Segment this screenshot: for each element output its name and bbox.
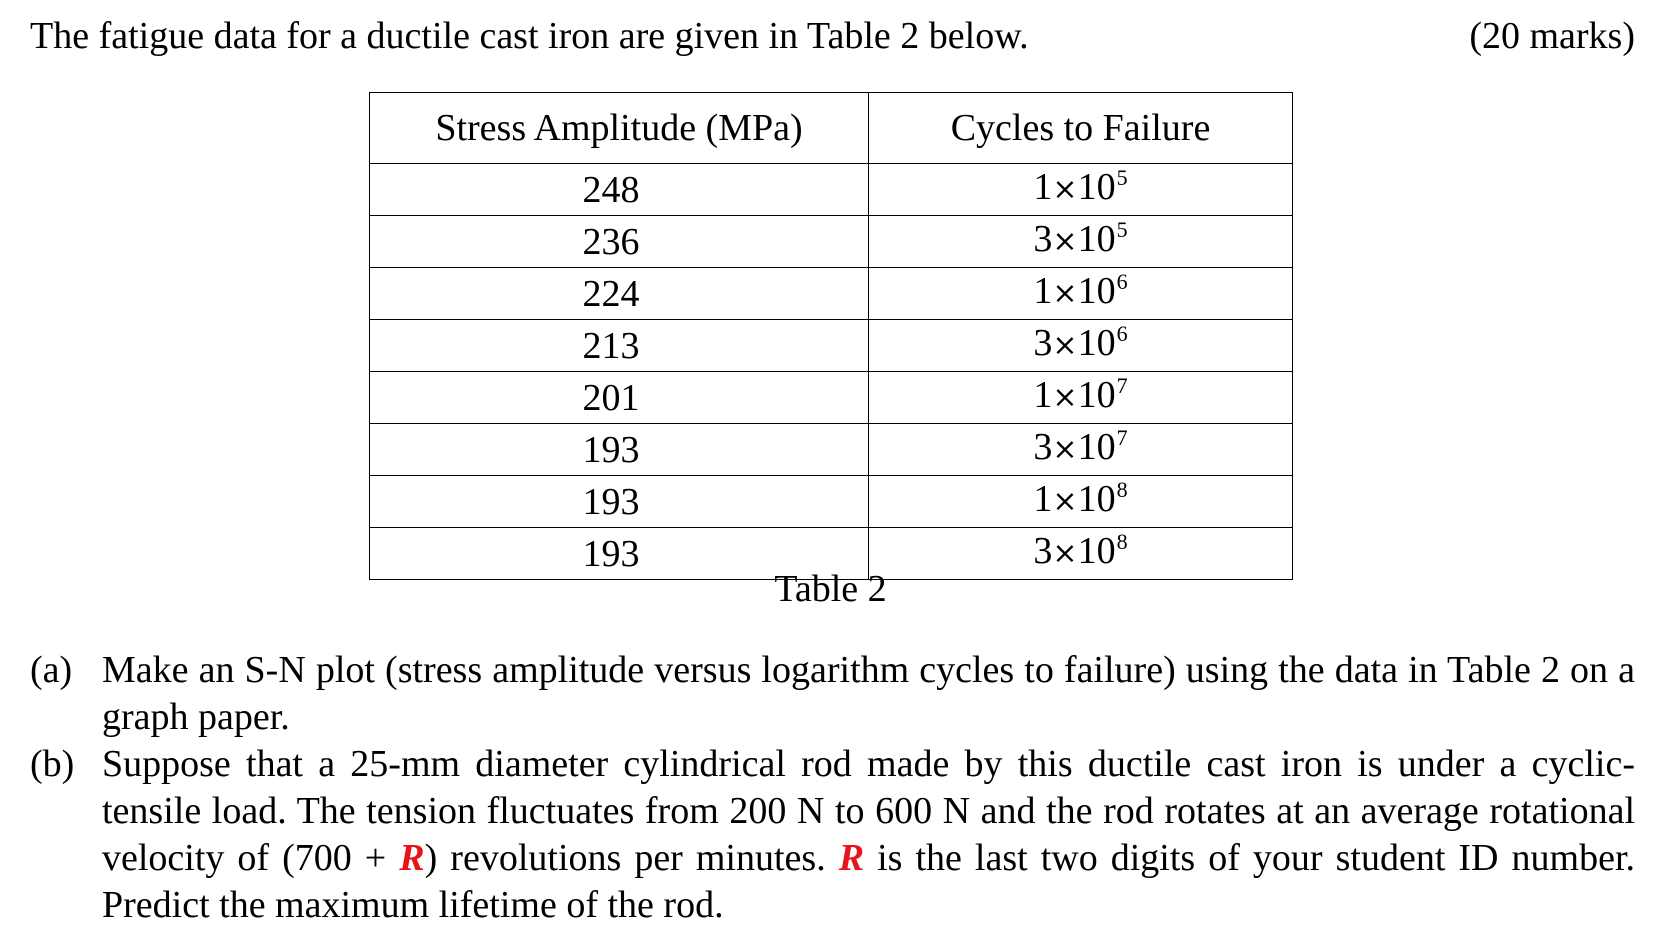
stress-cell: [370, 216, 869, 268]
question-b: [30, 741, 1635, 929]
cycles-value: [1033, 320, 1127, 371]
intro-text: The fatigue data for a ductile cast iron are given in Table 2 below.: [30, 15, 1029, 57]
times-symbol: ×: [1052, 432, 1078, 467]
question-b-body: [102, 741, 1635, 929]
cycles-cell: [869, 164, 1293, 216]
times-symbol: ×: [1052, 328, 1078, 363]
base: 10: [1077, 478, 1116, 520]
table-row: [370, 372, 1293, 424]
stress-cell: [370, 424, 869, 476]
question-a: [30, 647, 1635, 741]
variable-r: R: [838, 837, 865, 879]
stress-value: 248: [582, 168, 640, 211]
base: 10: [1077, 322, 1116, 364]
stress-value: 224: [582, 272, 640, 315]
cycles-cell: [869, 320, 1293, 372]
exponent: 8: [1116, 477, 1128, 502]
stress-value: 213: [582, 324, 640, 367]
stress-cell: [370, 164, 869, 216]
stress-value: 236: [582, 220, 640, 263]
exponent: 5: [1116, 217, 1128, 242]
cycles-cell: [869, 216, 1293, 268]
cycles-value: [1033, 164, 1127, 215]
variable-r: R: [399, 837, 425, 879]
table-caption: [0, 565, 1665, 613]
mantissa: 1: [1033, 270, 1053, 312]
exponent: 6: [1116, 321, 1128, 346]
stress-cell: [370, 372, 869, 424]
exponent: 8: [1116, 529, 1128, 554]
times-symbol: ×: [1052, 536, 1078, 571]
fatigue-data-table: [369, 92, 1293, 580]
cycles-cell: [869, 268, 1293, 320]
cycles-value: [1033, 476, 1127, 527]
table-row: [370, 268, 1293, 320]
base: 10: [1077, 530, 1116, 572]
mantissa: 1: [1033, 374, 1053, 416]
question-b-label: (b): [30, 743, 75, 785]
table-row: [370, 216, 1293, 268]
cycles-value: [1033, 372, 1127, 423]
stress-value: 201: [582, 376, 640, 419]
times-symbol: ×: [1052, 276, 1078, 311]
times-symbol: ×: [1052, 380, 1078, 415]
mantissa: 3: [1033, 322, 1053, 364]
base: 10: [1077, 426, 1116, 468]
times-symbol: ×: [1052, 484, 1078, 519]
stress-cell: [370, 476, 869, 528]
cycles-cell: [869, 424, 1293, 476]
header-cycles-to-failure: Cycles to Failure: [869, 93, 1293, 164]
exponent: 5: [1116, 165, 1128, 190]
fatigue-table-wrapper: [369, 92, 1293, 580]
table-row: [370, 164, 1293, 216]
base: 10: [1077, 374, 1116, 416]
stress-cell: [370, 320, 869, 372]
exponent: 6: [1116, 269, 1128, 294]
question-b-text-part1: Suppose that a 25-mm diameter cylindrical rod made by this ductile cast iron is under a cyclic-tensile load. The tension fluctuates from 200 N to 600 N and the rod rotates at an average rotational velocity of (700 +: [102, 743, 1635, 879]
cycles-value: [1033, 216, 1127, 267]
stress-value: 193: [582, 428, 640, 471]
marks-label: (20 marks): [1469, 15, 1635, 57]
stress-cell: [370, 268, 869, 320]
cycles-value: [1033, 424, 1127, 475]
exponent: 7: [1116, 373, 1128, 398]
question-a-label: (a): [30, 649, 73, 691]
table-caption-text: Table 2: [774, 568, 887, 610]
question-b-text-part3: is the last two digits of your student ID number. Predict the maximum lifetime of the rod.: [102, 837, 1636, 926]
exponent: 7: [1116, 425, 1128, 450]
table-header-row: [370, 93, 1293, 164]
question-a-text: Make an S-N plot (stress amplitude versus logarithm cycles to failure) using the data in Table 2 on a graph paper.: [102, 649, 1635, 738]
mantissa: 1: [1033, 478, 1053, 520]
table-body: [370, 164, 1293, 580]
mantissa: 1: [1033, 166, 1053, 208]
mantissa: 3: [1033, 426, 1053, 468]
table-row: [370, 320, 1293, 372]
table-row: [370, 424, 1293, 476]
times-symbol: ×: [1052, 172, 1078, 207]
question-b-text-part2: ) revolutions per minutes.: [424, 837, 839, 879]
base: 10: [1077, 166, 1116, 208]
base: 10: [1077, 270, 1116, 312]
base: 10: [1077, 218, 1116, 260]
mantissa: 3: [1033, 218, 1053, 260]
cycles-value: [1033, 268, 1127, 319]
header-stress-amplitude: Stress Amplitude (MPa): [370, 93, 869, 164]
stress-value: 193: [582, 480, 640, 523]
stress-value: 193: [582, 532, 640, 575]
cycles-cell: [869, 476, 1293, 528]
times-symbol: ×: [1052, 224, 1078, 259]
table-row: [370, 476, 1293, 528]
mantissa: 3: [1033, 530, 1053, 572]
cycles-cell: [869, 372, 1293, 424]
